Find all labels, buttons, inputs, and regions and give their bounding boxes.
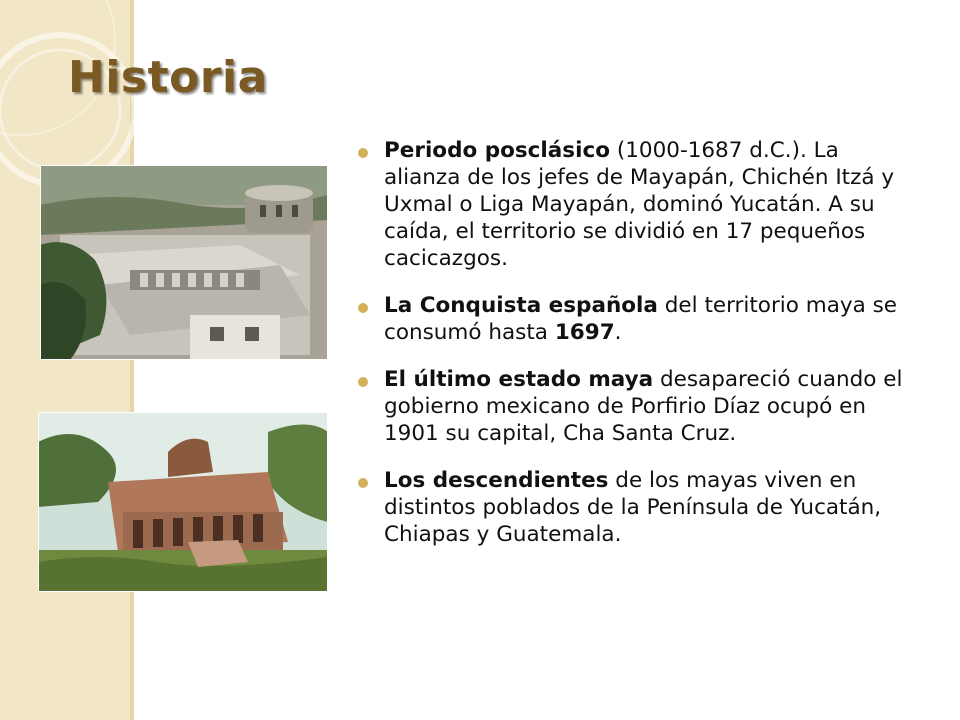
bullet-dot-icon (358, 377, 368, 387)
bullet-text: (1000-1687 d.C.). La alianza de los jefes de Mayapán, Chichén Itzá y Uxmal o Liga Mayapán, dominó Yucatán. A su caída, el territorio se dividió en 17 pequeños cacicazgos. (384, 138, 895, 271)
bullet-bold-text: Periodo posclásico (384, 138, 610, 163)
bullet-list (352, 137, 912, 568)
bullet-text: de los mayas viven en distintos poblados de la Península de Yucatán, Chiapas y Guatemala. (384, 468, 882, 547)
photo-mayapan-ruins (40, 165, 328, 360)
bullet-bold-text: La Conquista española (384, 293, 658, 318)
bullet-bold-text: 1697 (554, 320, 615, 345)
bullet-item (352, 137, 912, 272)
bullet-dot-icon (358, 478, 368, 488)
bullet-dot-icon (358, 148, 368, 158)
slide-title: Historia (68, 52, 268, 103)
bullet-item (352, 292, 912, 346)
bullet-bold-text: Los descendientes (384, 468, 609, 493)
bullet-item (352, 366, 912, 447)
bullet-dot-icon (358, 303, 368, 313)
bullet-text: del territorio maya se consumó hasta (384, 293, 898, 345)
bullet-text: . (614, 320, 622, 345)
bullet-bold-text: El último estado maya (384, 367, 654, 392)
bullet-text: desapareció cuando el gobierno mexicano de Porfirio Díaz ocupó en 1901 su capital, Cha Santa Cruz. (384, 367, 903, 446)
photo-colonnade-ruins (38, 412, 328, 592)
bullet-item (352, 467, 912, 548)
